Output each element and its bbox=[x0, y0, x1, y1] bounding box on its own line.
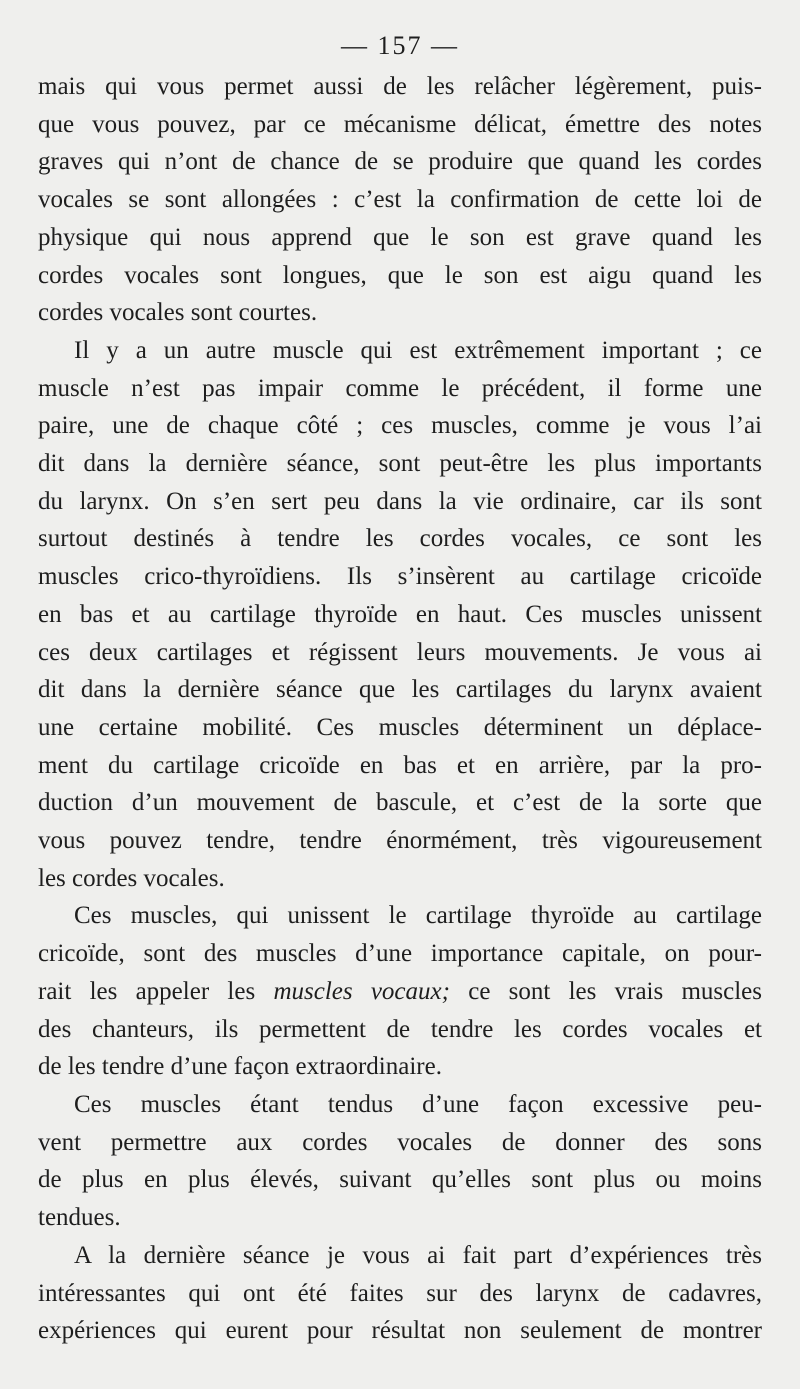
text-line: mais qui vous permet aussi de les relâcher légèrement, puis- bbox=[38, 73, 762, 100]
text-line: muscle n’est pas impair comme le précédent, il forme une bbox=[38, 374, 762, 402]
text-line: tendues. bbox=[38, 1204, 121, 1232]
text-line: du larynx. On s’en sert peu dans la vie ordinaire, car ils sont bbox=[38, 487, 762, 515]
text-line: ces deux cartilages et régissent leurs mouvements. Je vous ai bbox=[38, 638, 762, 666]
paragraph-4 bbox=[38, 1086, 762, 1237]
text-line bbox=[38, 1086, 762, 1124]
text-line: dit dans la dernière séance que les cartilages du larynx avaient bbox=[38, 676, 762, 704]
text-line: vent permettre aux cordes vocales de donner des sons bbox=[38, 1128, 762, 1156]
text-line-content: Il y a un autre muscle qui est extrêmement important ; ce bbox=[74, 336, 762, 364]
text-line: en bas et au cartilage thyroïde en haut. Ces muscles unissent bbox=[38, 600, 762, 628]
text-line: graves qui n’ont de chance de se produire que quand les cordes bbox=[38, 148, 762, 176]
paragraph-2 bbox=[38, 332, 762, 898]
text-line: que vous pouvez, par ce mécanisme délicat, émettre des notes bbox=[38, 110, 762, 138]
text-line-content: A la dernière séance je vous ai fait part d’expériences très bbox=[74, 1241, 762, 1269]
text-segment: ce sont les vrais muscles bbox=[449, 977, 763, 1005]
text-line: expériences qui eurent pour résultat non seulement de montrer bbox=[38, 1317, 762, 1345]
page-number: — 157 — bbox=[341, 31, 459, 60]
text-line: paire, une de chaque côté ; ces muscles, comme je vous l’ai bbox=[38, 412, 762, 440]
text-line: cricoïde, sont des muscles d’une importance capitale, on pour- bbox=[38, 940, 762, 968]
text-line: physique qui nous apprend que le son est grave quand les bbox=[38, 223, 762, 251]
text-line: les cordes vocales. bbox=[38, 864, 225, 892]
paragraph-1 bbox=[38, 68, 762, 332]
text-line: de les tendre d’une façon extraordinaire. bbox=[38, 1053, 442, 1081]
text-line: surtout destinés à tendre les cordes vocales, ce sont les bbox=[38, 525, 762, 553]
text-line bbox=[38, 973, 762, 1011]
text-line bbox=[38, 332, 762, 370]
italic-term: muscles vocaux; bbox=[273, 977, 450, 1005]
text-line: vocales se sont allongées : c’est la confirmation de cette loi de bbox=[38, 186, 762, 214]
paragraph-3 bbox=[38, 897, 762, 1086]
text-line: dit dans la dernière séance, sont peut-être les plus importants bbox=[38, 450, 762, 478]
text-line: muscles crico-thyroïdiens. Ils s’insèrent au cartilage cricoïde bbox=[38, 563, 762, 591]
text-line: cordes vocales sont longues, que le son est aigu quand les bbox=[38, 261, 762, 289]
text-line-content: Ces muscles étant tendus d’une façon excessive peu- bbox=[74, 1090, 762, 1118]
text-segment: rait les appeler les bbox=[38, 977, 274, 1005]
text-line: cordes vocales sont courtes. bbox=[38, 299, 318, 327]
text-line: intéressantes qui ont été faites sur des larynx de cadavres, bbox=[38, 1279, 762, 1307]
text-line-content: Ces muscles, qui unissent le cartilage thyroïde au cartilage bbox=[74, 902, 762, 930]
text-line: une certaine mobilité. Ces muscles déterminent un déplace- bbox=[38, 713, 762, 741]
text-line: des chanteurs, ils permettent de tendre les cordes vocales et bbox=[38, 1015, 762, 1043]
text-line: vous pouvez tendre, tendre énormément, très vigoureusement bbox=[38, 827, 762, 855]
text-line: ment du cartilage cricoïde en bas et en arrière, par la pro- bbox=[38, 751, 762, 779]
paragraph-5 bbox=[38, 1237, 762, 1350]
text-line bbox=[38, 1237, 762, 1275]
text-line: duction d’un mouvement de bascule, et c’est de la sorte que bbox=[38, 789, 762, 817]
text-line: de plus en plus élevés, suivant qu’elles sont plus ou moins bbox=[38, 1166, 762, 1194]
text-line bbox=[38, 897, 762, 935]
